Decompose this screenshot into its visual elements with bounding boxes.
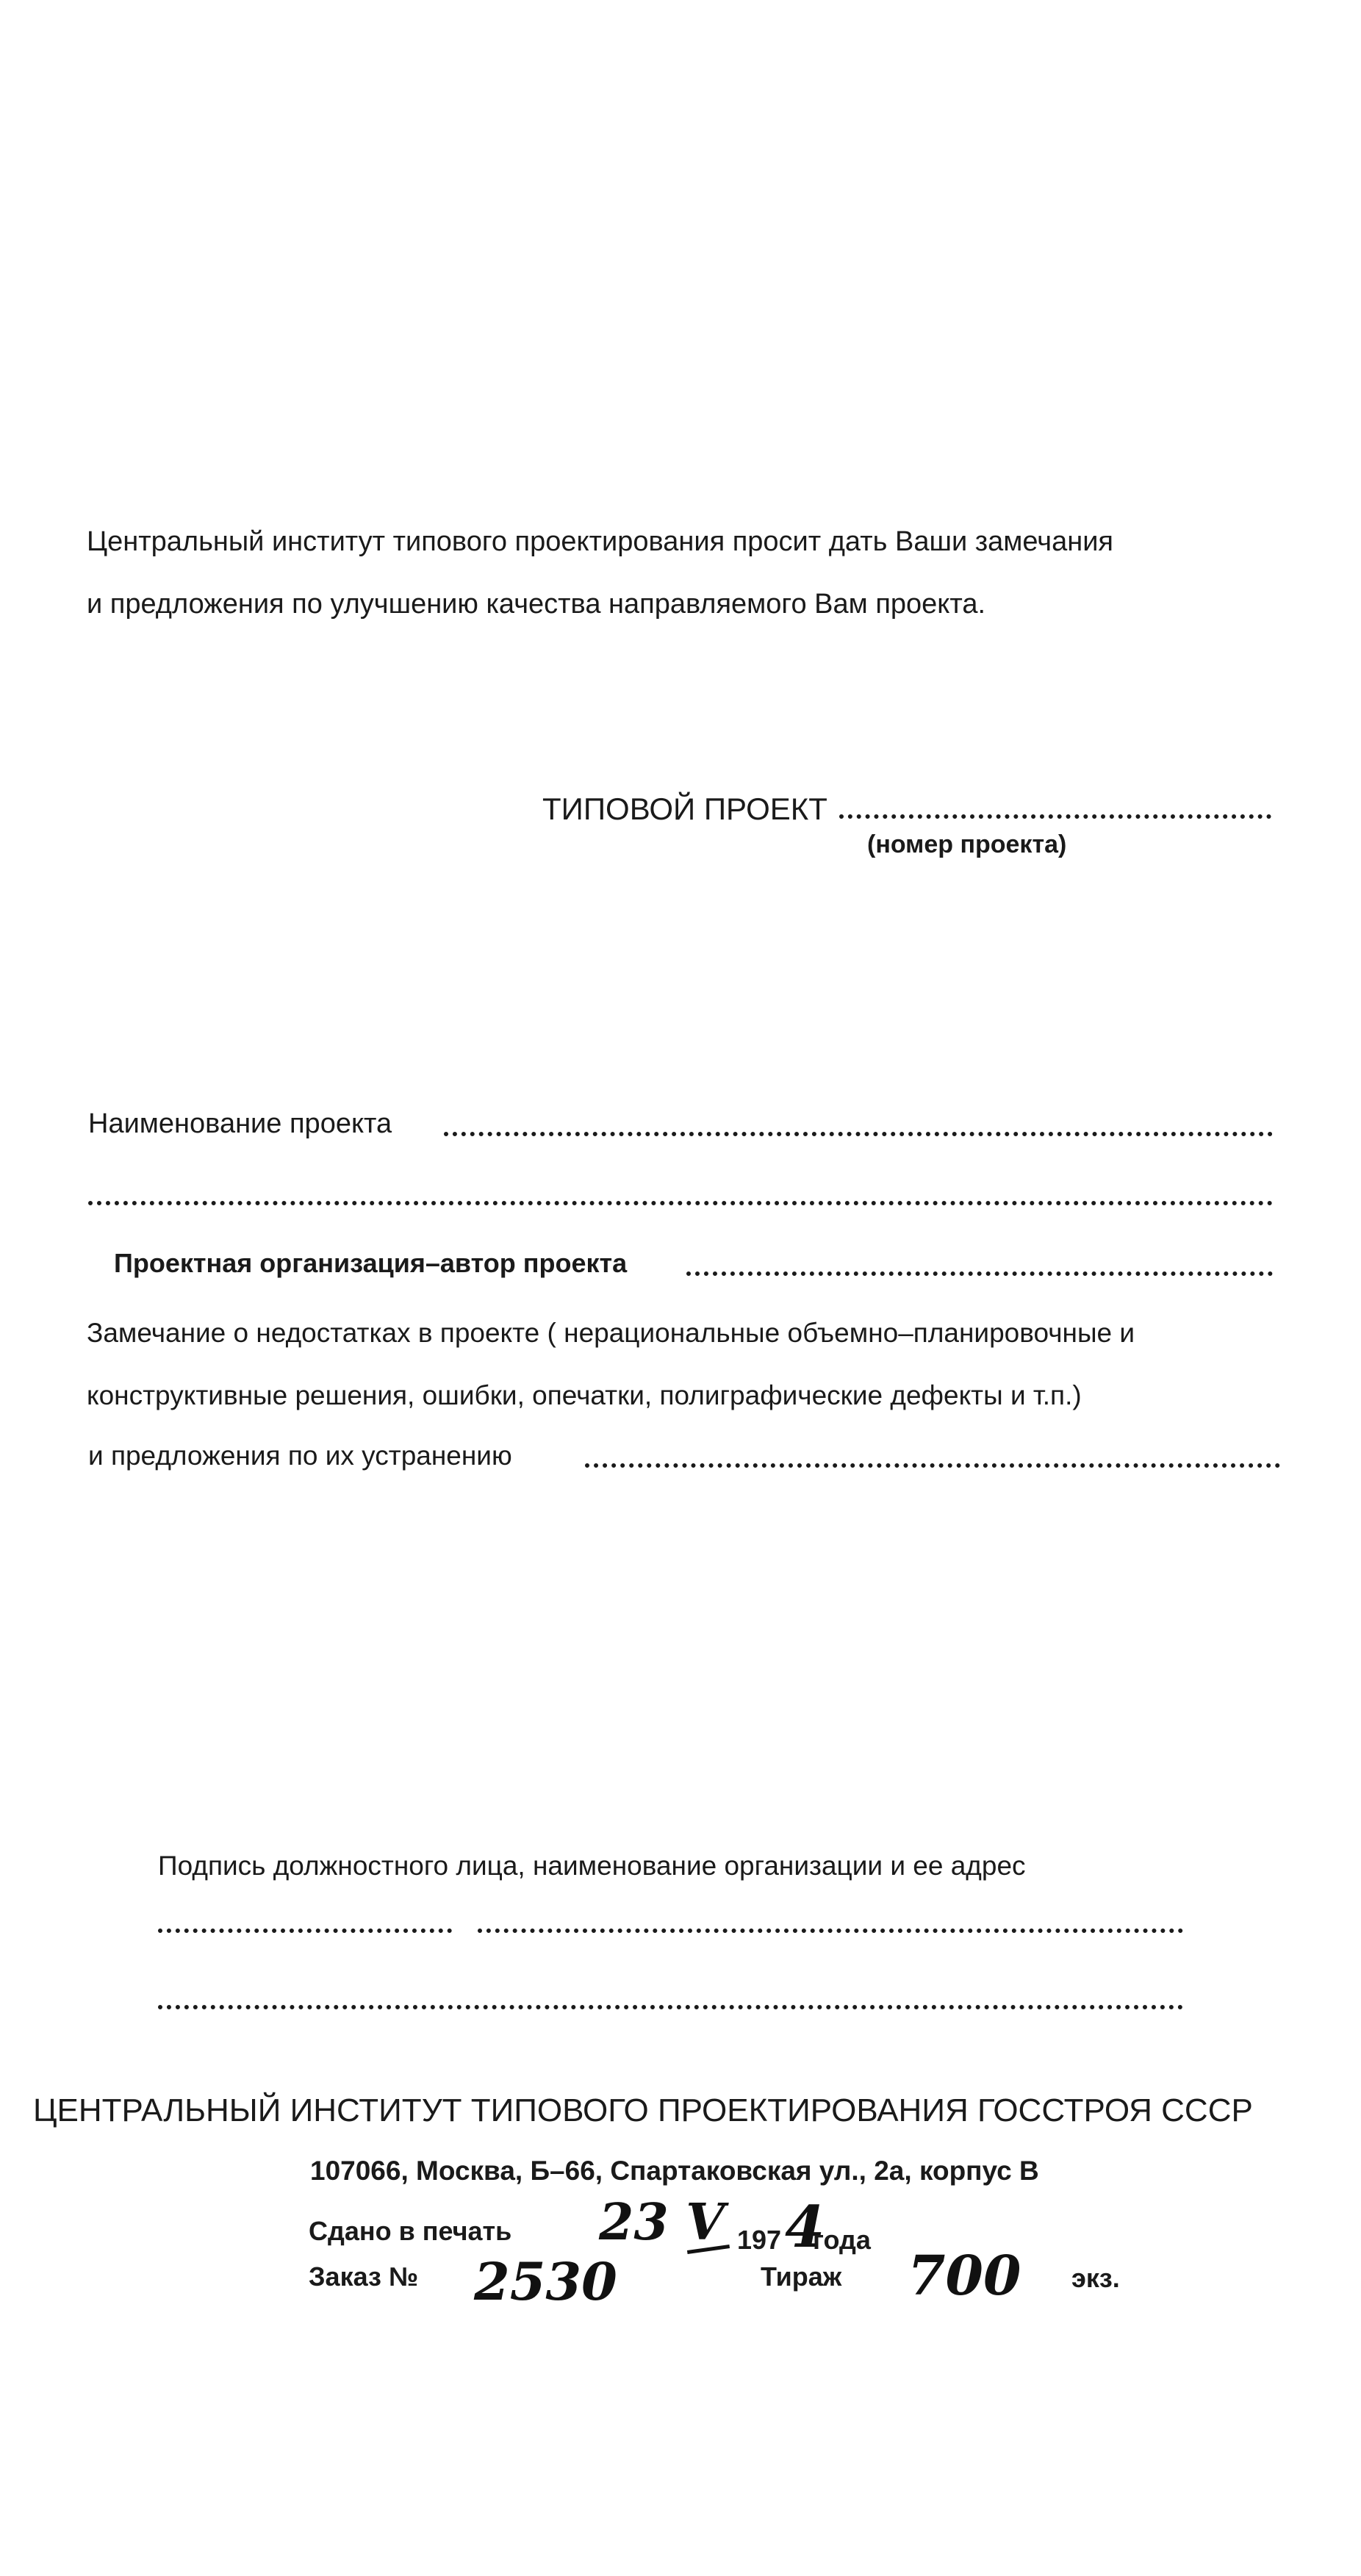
print-date-label: Сдано в печать [309, 2216, 512, 2246]
project-name-field[interactable] [444, 1132, 1273, 1136]
year-suffix: года [813, 2225, 871, 2255]
typical-project-label: ТИПОВОЙ ПРОЕКТ [542, 792, 827, 826]
remarks-line-3: и предложения по их устранению [88, 1441, 512, 1471]
year-handwritten: 4 [785, 2194, 825, 2261]
intro-line-1: Центральный институт типового проектирования просит дать Ваши замечания [87, 526, 1114, 557]
project-number-caption: (номер проекта) [867, 830, 1067, 858]
remarks-line-2: конструктивные решения, ошибки, опечатки, полиграфические дефекты и т.п.) [87, 1380, 1082, 1410]
intro-line-2: и предложения по улучшению качества направляемого Вам проекта. [87, 589, 986, 620]
copies-label: экз. [1071, 2263, 1120, 2293]
signature-field-b[interactable] [478, 1929, 1183, 1933]
remarks-field[interactable] [585, 1463, 1280, 1468]
org-author-field[interactable] [686, 1271, 1273, 1276]
project-number-field[interactable] [839, 814, 1271, 819]
order-label: Заказ № [309, 2261, 419, 2292]
circulation-label: Тираж [761, 2261, 842, 2292]
print-date-handwritten: 23 V [599, 2193, 725, 2252]
org-author-label: Проектная организация–автор проекта [114, 1248, 628, 1278]
circulation-handwritten: 700 [908, 2245, 1021, 2308]
remarks-line-1: Замечание о недостатках в проекте ( нерациональные объемно–планировочные и [87, 1318, 1135, 1348]
signature-field-line-2[interactable] [158, 2005, 1183, 2009]
institute-address: 107066, Москва, Б–66, Спартаковская ул., 2а, корпус В [310, 2156, 1039, 2186]
signature-label: Подпись должностного лица, наименование организации и ее адрес [158, 1851, 1026, 1881]
project-name-label: Наименование проекта [88, 1108, 392, 1139]
signature-field-a[interactable] [158, 1929, 452, 1933]
year-prefix: 197 [737, 2225, 782, 2255]
order-number-handwritten: 2530 [474, 2251, 617, 2312]
project-name-field-line-2[interactable] [88, 1201, 1273, 1205]
institute-imprint: ЦЕНТРАЛЬНЫЙ ИНСТИТУТ ТИПОВОГО ПРОЕКТИРОВАНИЯ ГОССТРОЯ СССР [33, 2092, 1253, 2128]
